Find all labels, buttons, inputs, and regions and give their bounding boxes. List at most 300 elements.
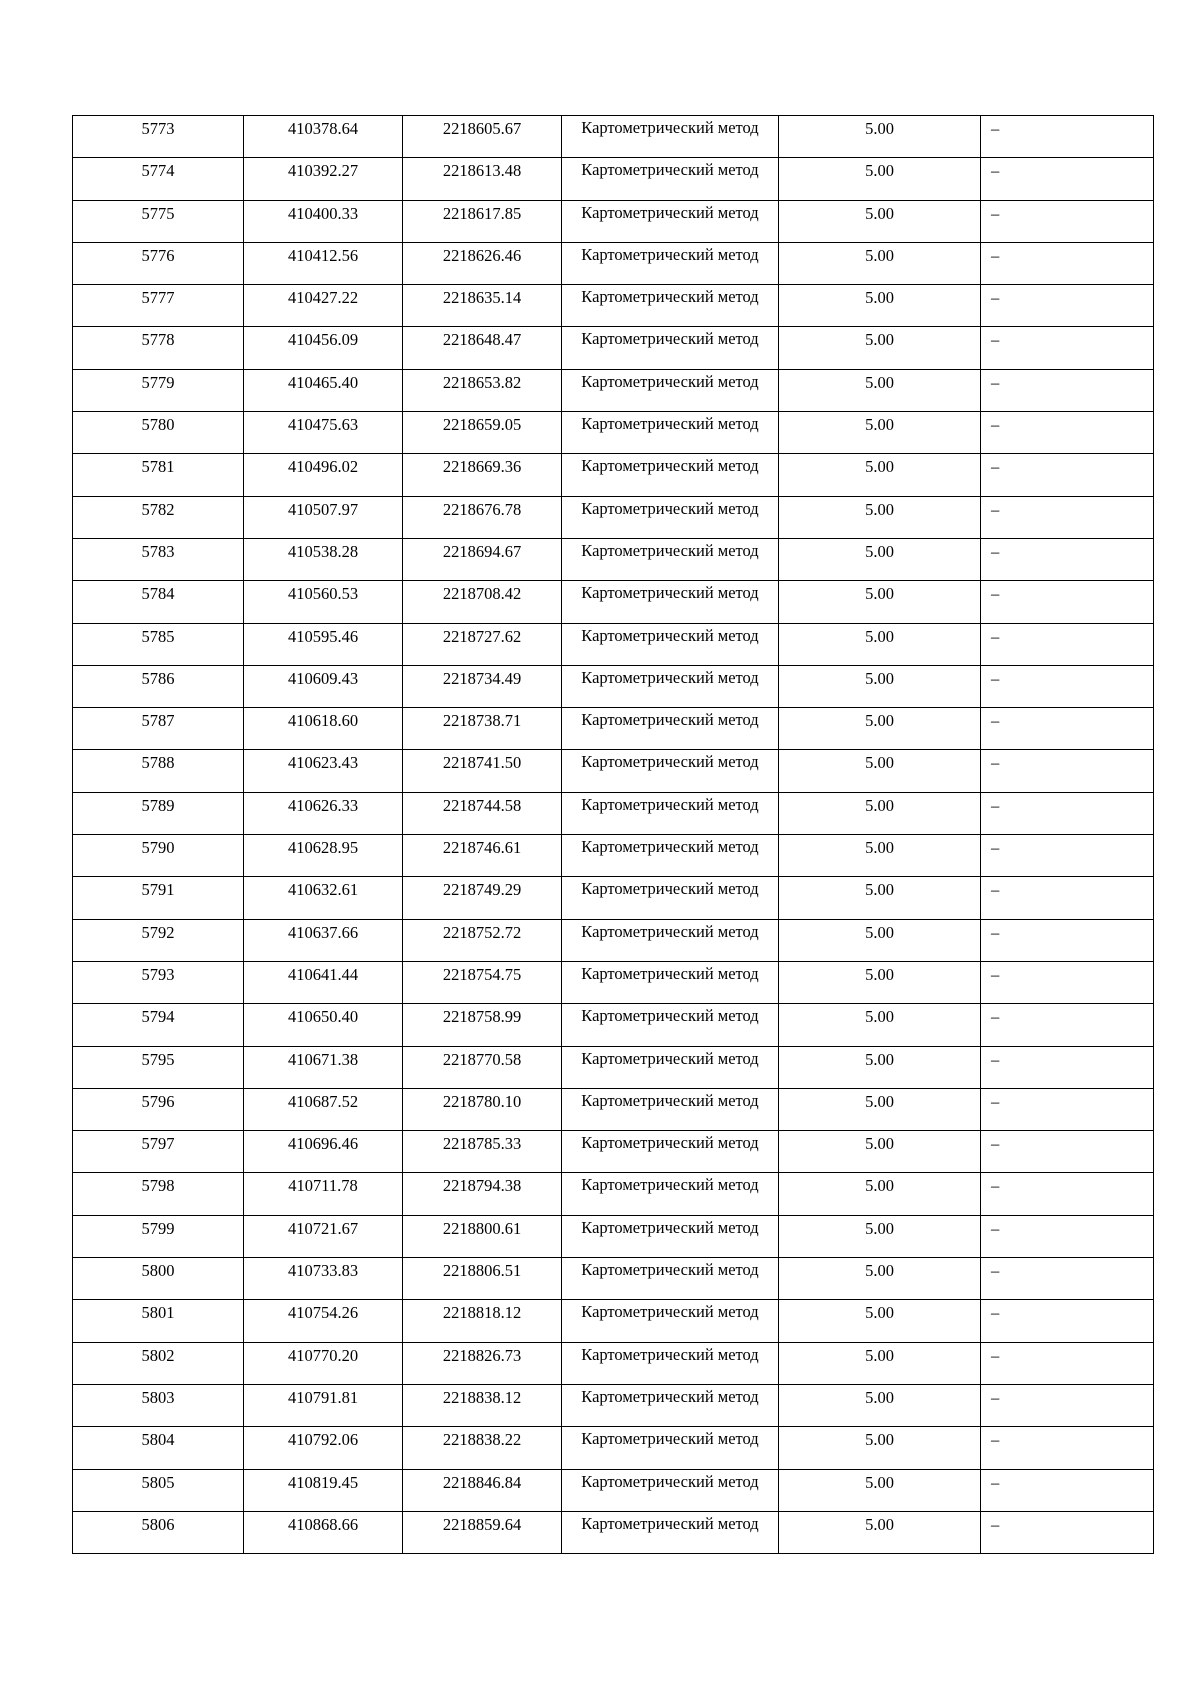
point-number-cell-text: 5791 (141, 880, 175, 900)
note-cell (981, 835, 1154, 877)
point-number-cell-text: 5798 (141, 1176, 175, 1196)
point-number-cell-text: 5773 (141, 119, 175, 138)
x-coordinate-cell-text: 410507.97 (287, 499, 359, 519)
point-number-cell (73, 369, 244, 411)
table-row (73, 877, 1154, 919)
method-cell (562, 454, 779, 496)
y-coordinate-cell-text: 2218806.51 (442, 1261, 522, 1281)
method-cell-text: Картометрический метод (581, 625, 759, 645)
y-coordinate-cell-text: 2218648.47 (442, 330, 522, 350)
y-coordinate-cell-text: 2218859.64 (442, 1514, 522, 1534)
method-cell-text: Картометрический метод (581, 794, 759, 814)
method-cell (562, 581, 779, 623)
y-coordinate-cell-text: 2218669.36 (442, 457, 522, 477)
note-cell-text: – (991, 541, 1000, 561)
y-coordinate-cell-text: 2218746.61 (442, 838, 522, 858)
accuracy-cell-text: 5.00 (865, 1514, 894, 1534)
y-coordinate-cell-text: 2218613.48 (442, 161, 522, 181)
note-cell (981, 496, 1154, 538)
x-coordinate-cell (244, 454, 403, 496)
method-cell (562, 1215, 779, 1257)
accuracy-cell (779, 1131, 981, 1173)
method-cell (562, 1300, 779, 1342)
method-cell (562, 708, 779, 750)
x-coordinate-cell (244, 1342, 403, 1384)
y-coordinate-cell (403, 1088, 562, 1130)
y-coordinate-cell-text: 2218770.58 (442, 1049, 522, 1069)
note-cell (981, 538, 1154, 580)
accuracy-cell (779, 412, 981, 454)
note-cell-text: – (991, 668, 1000, 688)
accuracy-cell-text: 5.00 (865, 711, 894, 731)
note-cell (981, 1046, 1154, 1088)
note-cell (981, 1131, 1154, 1173)
accuracy-cell-text: 5.00 (865, 1303, 894, 1323)
method-cell (562, 1131, 779, 1173)
point-number-cell-text: 5804 (141, 1430, 175, 1450)
table-row (73, 708, 1154, 750)
accuracy-cell (779, 1300, 981, 1342)
note-cell-text: – (991, 119, 1000, 138)
table-row (73, 116, 1154, 158)
accuracy-cell-text: 5.00 (865, 1218, 894, 1238)
method-cell (562, 877, 779, 919)
point-number-cell-text: 5785 (141, 626, 175, 646)
table-row (73, 200, 1154, 242)
method-cell-text: Картометрический метод (581, 667, 759, 687)
y-coordinate-cell-text: 2218752.72 (442, 922, 522, 942)
note-cell (981, 1004, 1154, 1046)
y-coordinate-cell (403, 1131, 562, 1173)
x-coordinate-cell (244, 200, 403, 242)
accuracy-cell (779, 1004, 981, 1046)
note-cell (981, 327, 1154, 369)
x-coordinate-cell-text: 410637.66 (287, 922, 359, 942)
x-coordinate-cell (244, 1046, 403, 1088)
accuracy-cell (779, 1511, 981, 1553)
table-row (73, 1469, 1154, 1511)
table-row (73, 327, 1154, 369)
method-cell-text: Картометрический метод (581, 1344, 759, 1364)
point-number-cell (73, 1215, 244, 1257)
point-number-cell-text: 5774 (141, 161, 175, 181)
accuracy-cell (779, 369, 981, 411)
method-cell-text: Картометрический метод (581, 414, 759, 434)
accuracy-cell-text: 5.00 (865, 1007, 894, 1027)
method-cell-text: Картометрический метод (581, 456, 759, 476)
y-coordinate-cell (403, 1215, 562, 1257)
y-coordinate-cell-text: 2218659.05 (442, 415, 522, 435)
point-number-cell-text: 5796 (141, 1091, 175, 1111)
accuracy-cell-text: 5.00 (865, 964, 894, 984)
point-number-cell-text: 5787 (141, 711, 175, 731)
method-cell (562, 116, 779, 158)
y-coordinate-cell-text: 2218734.49 (442, 668, 522, 688)
accuracy-cell-text: 5.00 (865, 541, 894, 561)
note-cell-text: – (991, 203, 1000, 223)
note-cell-text: – (991, 711, 1000, 731)
accuracy-cell (779, 496, 981, 538)
y-coordinate-cell-text: 2218626.46 (442, 245, 522, 265)
y-coordinate-cell (403, 538, 562, 580)
point-number-cell (73, 835, 244, 877)
point-number-cell (73, 454, 244, 496)
point-number-cell-text: 5784 (141, 584, 175, 604)
table-row (73, 835, 1154, 877)
y-coordinate-cell (403, 158, 562, 200)
accuracy-cell-text: 5.00 (865, 1134, 894, 1154)
point-number-cell (73, 1469, 244, 1511)
y-coordinate-cell (403, 665, 562, 707)
method-cell-text: Картометрический метод (581, 1471, 759, 1491)
x-coordinate-cell (244, 708, 403, 750)
x-coordinate-cell-text: 410641.44 (287, 964, 359, 984)
y-coordinate-cell (403, 1300, 562, 1342)
accuracy-cell (779, 1427, 981, 1469)
x-coordinate-cell-text: 410623.43 (287, 753, 359, 773)
point-number-cell-text: 5783 (141, 541, 175, 561)
table-row (73, 1004, 1154, 1046)
accuracy-cell-text: 5.00 (865, 1261, 894, 1281)
point-number-cell (73, 877, 244, 919)
y-coordinate-cell (403, 1469, 562, 1511)
point-number-cell (73, 496, 244, 538)
y-coordinate-cell-text: 2218780.10 (442, 1091, 522, 1111)
note-cell (981, 877, 1154, 919)
point-number-cell-text: 5782 (141, 499, 175, 519)
point-number-cell-text: 5794 (141, 1007, 175, 1027)
method-cell (562, 750, 779, 792)
point-number-cell-text: 5801 (141, 1303, 175, 1323)
x-coordinate-cell (244, 369, 403, 411)
note-cell (981, 1258, 1154, 1300)
table-row (73, 242, 1154, 284)
x-coordinate-cell (244, 412, 403, 454)
accuracy-cell-text: 5.00 (865, 499, 894, 519)
accuracy-cell (779, 1046, 981, 1088)
y-coordinate-cell (403, 412, 562, 454)
note-cell (981, 1342, 1154, 1384)
note-cell-text: – (991, 457, 1000, 477)
y-coordinate-cell-text: 2218838.22 (442, 1430, 522, 1450)
y-coordinate-cell-text: 2218635.14 (442, 288, 522, 308)
method-cell (562, 1469, 779, 1511)
method-cell (562, 1173, 779, 1215)
method-cell-text: Картометрический метод (581, 837, 759, 857)
point-number-cell-text: 5790 (141, 838, 175, 858)
x-coordinate-cell-text: 410628.95 (287, 838, 359, 858)
x-coordinate-cell (244, 1004, 403, 1046)
table-row (73, 454, 1154, 496)
method-cell (562, 538, 779, 580)
method-cell-text: Картометрический метод (581, 1006, 759, 1026)
table-row (73, 1258, 1154, 1300)
y-coordinate-cell (403, 1046, 562, 1088)
y-coordinate-cell (403, 1342, 562, 1384)
method-cell (562, 919, 779, 961)
note-cell (981, 1215, 1154, 1257)
y-coordinate-cell (403, 623, 562, 665)
y-coordinate-cell-text: 2218694.67 (442, 541, 522, 561)
accuracy-cell-text: 5.00 (865, 668, 894, 688)
y-coordinate-cell (403, 919, 562, 961)
accuracy-cell (779, 454, 981, 496)
x-coordinate-cell-text: 410721.67 (287, 1218, 359, 1238)
method-cell-text: Картометрический метод (581, 963, 759, 983)
x-coordinate-cell (244, 1131, 403, 1173)
x-coordinate-cell-text: 410733.83 (287, 1261, 359, 1281)
y-coordinate-cell-text: 2218818.12 (442, 1303, 522, 1323)
y-coordinate-cell (403, 116, 562, 158)
accuracy-cell (779, 285, 981, 327)
y-coordinate-cell-text: 2218754.75 (442, 964, 522, 984)
note-cell (981, 1469, 1154, 1511)
method-cell-text: Картометрический метод (581, 202, 759, 222)
method-cell-text: Картометрический метод (581, 329, 759, 349)
method-cell-text: Картометрический метод (581, 583, 759, 603)
accuracy-cell-text: 5.00 (865, 838, 894, 858)
x-coordinate-cell (244, 877, 403, 919)
note-cell-text: – (991, 1303, 1000, 1323)
x-coordinate-cell (244, 792, 403, 834)
x-coordinate-cell-text: 410770.20 (287, 1345, 359, 1365)
method-cell (562, 285, 779, 327)
x-coordinate-cell (244, 538, 403, 580)
accuracy-cell-text: 5.00 (865, 753, 894, 773)
x-coordinate-cell (244, 1173, 403, 1215)
accuracy-cell (779, 1258, 981, 1300)
y-coordinate-cell-text: 2218826.73 (442, 1345, 522, 1365)
table-row (73, 665, 1154, 707)
method-cell (562, 412, 779, 454)
note-cell (981, 369, 1154, 411)
note-cell-text: – (991, 1176, 1000, 1196)
accuracy-cell (779, 750, 981, 792)
accuracy-cell (779, 1342, 981, 1384)
x-coordinate-cell-text: 410632.61 (287, 880, 359, 900)
y-coordinate-cell (403, 285, 562, 327)
point-number-cell-text: 5775 (141, 203, 175, 223)
x-coordinate-cell-text: 410626.33 (287, 795, 359, 815)
note-cell-text: – (991, 245, 1000, 265)
accuracy-cell (779, 1088, 981, 1130)
point-number-cell (73, 285, 244, 327)
method-cell (562, 623, 779, 665)
method-cell-text: Картометрический метод (581, 921, 759, 941)
y-coordinate-cell-text: 2218605.67 (442, 119, 522, 138)
accuracy-cell (779, 1215, 981, 1257)
table-row (73, 581, 1154, 623)
note-cell-text: – (991, 880, 1000, 900)
y-coordinate-cell (403, 792, 562, 834)
note-cell (981, 1384, 1154, 1426)
point-number-cell (73, 708, 244, 750)
method-cell-text: Картометрический метод (581, 540, 759, 560)
y-coordinate-cell-text: 2218744.58 (442, 795, 522, 815)
method-cell (562, 792, 779, 834)
method-cell-text: Картометрический метод (581, 1048, 759, 1068)
table-row (73, 369, 1154, 411)
point-number-cell (73, 961, 244, 1003)
table-row (73, 1046, 1154, 1088)
x-coordinate-cell (244, 581, 403, 623)
note-cell (981, 158, 1154, 200)
y-coordinate-cell (403, 327, 562, 369)
point-number-cell-text: 5781 (141, 457, 175, 477)
point-number-cell (73, 1384, 244, 1426)
method-cell-text: Картометрический метод (581, 160, 759, 180)
point-number-cell (73, 1131, 244, 1173)
x-coordinate-cell (244, 327, 403, 369)
point-number-cell (73, 623, 244, 665)
method-cell (562, 1511, 779, 1553)
method-cell-text: Картометрический метод (581, 244, 759, 264)
point-number-cell (73, 327, 244, 369)
y-coordinate-cell-text: 2218758.99 (442, 1007, 522, 1027)
point-number-cell (73, 581, 244, 623)
note-cell-text: – (991, 795, 1000, 815)
accuracy-cell-text: 5.00 (865, 1430, 894, 1450)
method-cell-text: Картометрический метод (581, 752, 759, 772)
y-coordinate-cell (403, 1258, 562, 1300)
y-coordinate-cell (403, 835, 562, 877)
note-cell (981, 961, 1154, 1003)
y-coordinate-cell (403, 750, 562, 792)
note-cell-text: – (991, 415, 1000, 435)
x-coordinate-cell-text: 410792.06 (287, 1430, 359, 1450)
accuracy-cell (779, 961, 981, 1003)
x-coordinate-cell-text: 410456.09 (287, 330, 359, 350)
note-cell (981, 623, 1154, 665)
method-cell (562, 665, 779, 707)
accuracy-cell (779, 1384, 981, 1426)
table-row (73, 792, 1154, 834)
y-coordinate-cell-text: 2218794.38 (442, 1176, 522, 1196)
point-number-cell (73, 665, 244, 707)
table-row (73, 496, 1154, 538)
point-number-cell (73, 1427, 244, 1469)
method-cell (562, 1427, 779, 1469)
accuracy-cell (779, 116, 981, 158)
method-cell-text: Картометрический метод (581, 710, 759, 730)
point-number-cell (73, 1342, 244, 1384)
note-cell (981, 1427, 1154, 1469)
point-number-cell-text: 5786 (141, 668, 175, 688)
point-number-cell-text: 5805 (141, 1472, 175, 1492)
accuracy-cell (779, 200, 981, 242)
accuracy-cell-text: 5.00 (865, 584, 894, 604)
point-number-cell-text: 5777 (141, 288, 175, 308)
accuracy-cell (779, 242, 981, 284)
note-cell (981, 919, 1154, 961)
x-coordinate-cell-text: 410609.43 (287, 668, 359, 688)
method-cell (562, 496, 779, 538)
accuracy-cell-text: 5.00 (865, 372, 894, 392)
note-cell-text: – (991, 1387, 1000, 1407)
note-cell (981, 1300, 1154, 1342)
table-row (73, 158, 1154, 200)
y-coordinate-cell (403, 1511, 562, 1553)
point-number-cell (73, 919, 244, 961)
method-cell-text: Картометрический метод (581, 498, 759, 518)
point-number-cell (73, 1004, 244, 1046)
x-coordinate-cell-text: 410392.27 (287, 161, 359, 181)
x-coordinate-cell-text: 410560.53 (287, 584, 359, 604)
method-cell-text: Картометрический метод (581, 1175, 759, 1195)
x-coordinate-cell (244, 1300, 403, 1342)
accuracy-cell-text: 5.00 (865, 119, 894, 138)
method-cell (562, 1258, 779, 1300)
method-cell-text: Картометрический метод (581, 1260, 759, 1280)
x-coordinate-cell-text: 410427.22 (287, 288, 359, 308)
accuracy-cell-text: 5.00 (865, 922, 894, 942)
method-cell (562, 200, 779, 242)
note-cell-text: – (991, 161, 1000, 181)
note-cell-text: – (991, 1007, 1000, 1027)
x-coordinate-cell (244, 496, 403, 538)
note-cell (981, 412, 1154, 454)
accuracy-cell (779, 835, 981, 877)
method-cell-text: Картометрический метод (581, 1133, 759, 1153)
x-coordinate-cell-text: 410791.81 (287, 1387, 359, 1407)
point-number-cell (73, 1300, 244, 1342)
y-coordinate-cell (403, 200, 562, 242)
method-cell (562, 835, 779, 877)
y-coordinate-cell (403, 877, 562, 919)
accuracy-cell (779, 538, 981, 580)
x-coordinate-cell-text: 410696.46 (287, 1134, 359, 1154)
note-cell (981, 242, 1154, 284)
accuracy-cell (779, 877, 981, 919)
point-number-cell (73, 538, 244, 580)
y-coordinate-cell (403, 1173, 562, 1215)
note-cell-text: – (991, 1514, 1000, 1534)
method-cell (562, 1342, 779, 1384)
table-row (73, 623, 1154, 665)
table-row (73, 1173, 1154, 1215)
note-cell (981, 285, 1154, 327)
y-coordinate-cell-text: 2218846.84 (442, 1472, 522, 1492)
accuracy-cell-text: 5.00 (865, 1091, 894, 1111)
note-cell-text: – (991, 1049, 1000, 1069)
x-coordinate-cell (244, 1469, 403, 1511)
note-cell-text: – (991, 1472, 1000, 1492)
y-coordinate-cell (403, 454, 562, 496)
accuracy-cell-text: 5.00 (865, 288, 894, 308)
note-cell-text: – (991, 1261, 1000, 1281)
accuracy-cell-text: 5.00 (865, 1387, 894, 1407)
method-cell (562, 1046, 779, 1088)
x-coordinate-cell-text: 410496.02 (287, 457, 359, 477)
method-cell-text: Картометрический метод (581, 1302, 759, 1322)
method-cell (562, 1004, 779, 1046)
x-coordinate-cell-text: 410754.26 (287, 1303, 359, 1323)
y-coordinate-cell (403, 1427, 562, 1469)
note-cell (981, 792, 1154, 834)
point-number-cell-text: 5779 (141, 372, 175, 392)
table-row (73, 1088, 1154, 1130)
accuracy-cell (779, 919, 981, 961)
method-cell-text: Картометрический метод (581, 1090, 759, 1110)
point-number-cell-text: 5789 (141, 795, 175, 815)
x-coordinate-cell-text: 410538.28 (287, 541, 359, 561)
accuracy-cell-text: 5.00 (865, 795, 894, 815)
note-cell-text: – (991, 499, 1000, 519)
method-cell-text: Картометрический метод (581, 1429, 759, 1449)
x-coordinate-cell (244, 1427, 403, 1469)
accuracy-cell-text: 5.00 (865, 626, 894, 646)
note-cell (981, 581, 1154, 623)
